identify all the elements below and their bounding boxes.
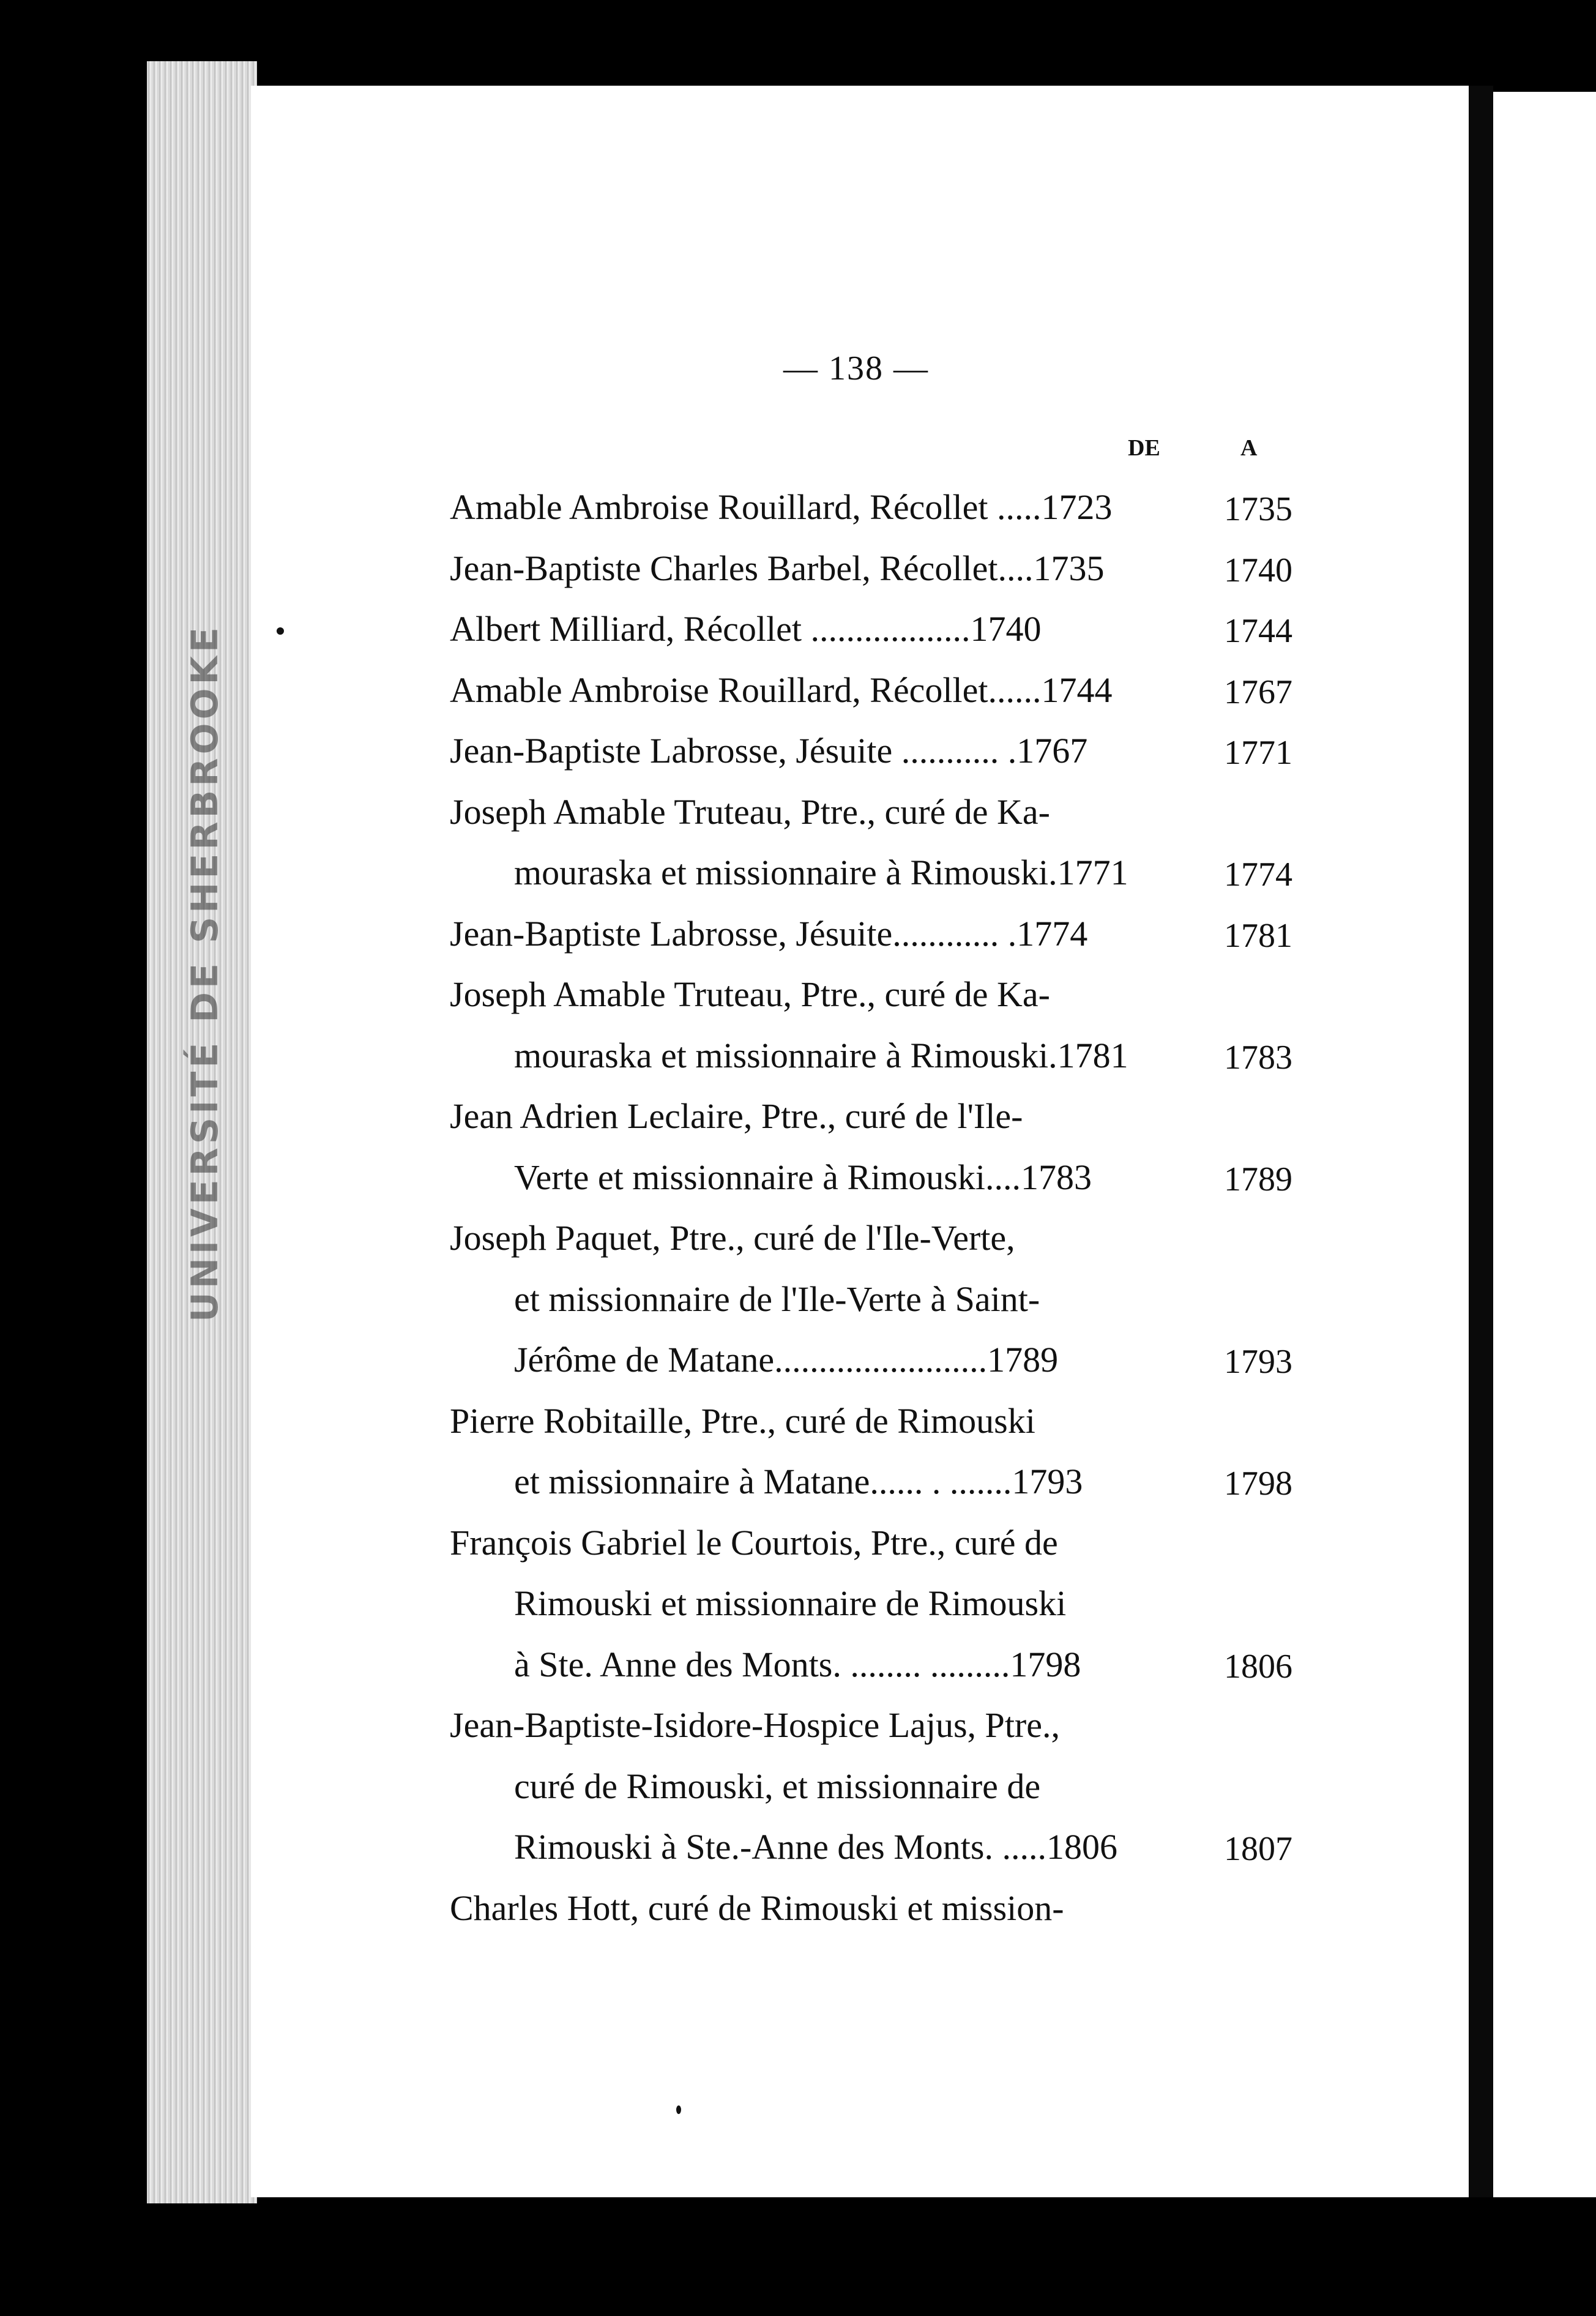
entry-name-line: François Gabriel le Courtois, Ptre., curé de	[450, 1522, 1058, 1563]
entry-continuation-line: et missionnaire à Matane...... . .......1793	[514, 1462, 1083, 1501]
entry-name-line: Amable Ambroise Rouillard, Récollet......1744	[450, 670, 1113, 710]
entry-name-line: Jean-Baptiste Labrosse, Jésuite............ .1774	[450, 913, 1088, 954]
entry-continuation-line: mouraska et missionnaire à Rimouski.1771	[514, 853, 1128, 892]
entry-year-to: 1771	[1224, 734, 1292, 772]
column-header-from: DE	[1128, 435, 1160, 461]
ink-speck	[277, 627, 284, 635]
entry-name-line: Joseph Amable Truteau, Ptre., curé de Ka-	[450, 791, 1050, 832]
entry-year-to: 1740	[1224, 551, 1292, 589]
entry-continuation-line: Jérôme de Matane........................1789	[514, 1340, 1059, 1380]
entry-year-to: 1767	[1224, 673, 1292, 711]
library-stamp	[168, 624, 248, 1322]
entry-name-line: Joseph Amable Truteau, Ptre., curé de Ka-	[450, 974, 1050, 1014]
entry-continuation-line: à Ste. Anne des Monts. ........ .........1798	[514, 1644, 1081, 1684]
entry-continuation-line: mouraska et missionnaire à Rimouski.1781	[514, 1035, 1128, 1075]
entry-year-to: 1798	[1224, 1465, 1292, 1503]
entry-year-to: 1774	[1224, 856, 1292, 894]
library-stamp-text: UNIVERSITÉ DE SHERBROOKE	[184, 624, 226, 1322]
facing-page-edge	[1493, 92, 1596, 2197]
entry-name-line: Albert Milliard, Récollet ..................1740	[450, 609, 1042, 649]
entry-continuation-line: et missionnaire de l'Ile-Verte à Saint-	[514, 1279, 1040, 1319]
entry-name-line: Jean Adrien Leclaire, Ptre., curé de l'Ile-	[450, 1096, 1023, 1136]
entry-name-line: Pierre Robitaille, Ptre., curé de Rimouski	[450, 1400, 1035, 1441]
entry-name-line: Jean-Baptiste Labrosse, Jésuite ........... .1767	[450, 731, 1088, 771]
page-gutter	[1469, 86, 1493, 2197]
entry-continuation-line: Verte et missionnaire à Rimouski....1783	[514, 1157, 1092, 1197]
column-header-to: A	[1240, 435, 1258, 461]
page-number: — 138 —	[783, 349, 929, 387]
entry-year-to: 1807	[1224, 1830, 1292, 1868]
entry-year-to: 1744	[1224, 612, 1292, 650]
entry-continuation-line: Rimouski à Ste.-Anne des Monts. .....1806	[514, 1827, 1117, 1867]
entry-year-to: 1789	[1224, 1160, 1292, 1198]
entry-name-line: Jean-Baptiste Charles Barbel, Récollet....1735	[450, 548, 1105, 588]
entry-year-to: 1793	[1224, 1343, 1292, 1381]
ink-speck	[676, 2105, 681, 2114]
entry-name-line: Jean-Baptiste-Isidore-Hospice Lajus, Ptre.,	[450, 1705, 1060, 1745]
entry-name-line: Amable Ambroise Rouillard, Récollet .....1723	[450, 487, 1113, 527]
entry-continuation-line: Rimouski et missionnaire de Rimouski	[514, 1583, 1067, 1623]
entry-year-to: 1781	[1224, 916, 1292, 955]
entry-name-line: Joseph Paquet, Ptre., curé de l'Ile-Verte,	[450, 1218, 1015, 1258]
entry-name-line: Charles Hott, curé de Rimouski et mission-	[450, 1888, 1064, 1928]
entry-year-to: 1783	[1224, 1038, 1292, 1077]
book-page	[251, 86, 1475, 2197]
entry-year-to: 1735	[1224, 490, 1292, 528]
entry-continuation-line: curé de Rimouski, et missionnaire de	[514, 1766, 1041, 1806]
entry-year-to: 1806	[1224, 1647, 1292, 1686]
